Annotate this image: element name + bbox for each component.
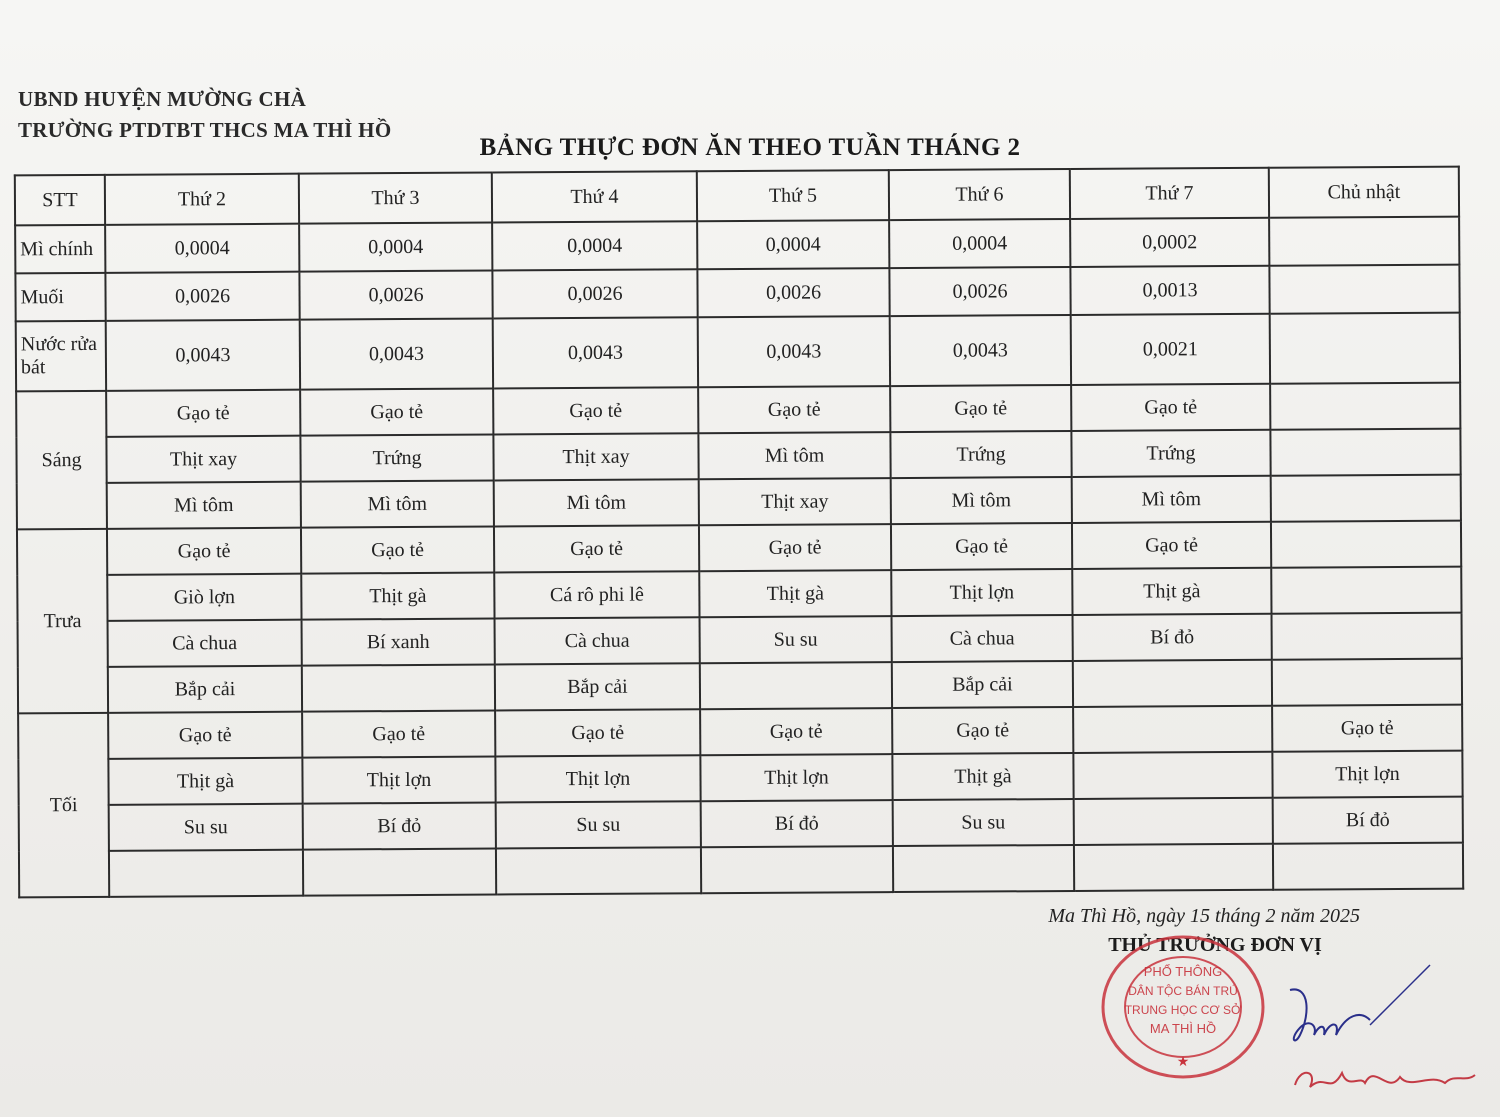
table-cell	[1073, 752, 1272, 799]
meal-label: Sáng	[16, 391, 107, 530]
table-cell: Su su	[893, 799, 1074, 846]
table-cell: 0,0026	[492, 269, 697, 318]
table-cell: 0,0004	[889, 219, 1070, 268]
table-cell: 0,0043	[106, 320, 300, 391]
table-cell	[1073, 706, 1272, 753]
table-cell: Gạo tẻ	[302, 710, 495, 757]
table-cell: Gạo tẻ	[300, 388, 493, 435]
meal-label: Trưa	[17, 529, 108, 714]
table-cell: Gạo tẻ	[107, 528, 301, 575]
table-cell: Gạo tẻ	[1071, 384, 1270, 431]
table-cell: 0,0013	[1070, 266, 1269, 315]
table-cell: Cà chua	[108, 620, 302, 667]
table-cell: Gạo tẻ	[108, 712, 302, 759]
table-cell: Gạo tẻ	[890, 385, 1071, 432]
table-cell: Thịt xay	[493, 433, 698, 480]
table-cell: 0,0043	[890, 315, 1071, 386]
table-cell	[1272, 613, 1462, 660]
svg-text:DÂN TỘC BÁN TRÚ: DÂN TỘC BÁN TRÚ	[1128, 984, 1238, 998]
column-header: Thứ 5	[697, 170, 889, 221]
table-cell: 0,0004	[697, 220, 889, 269]
table-header-row	[15, 167, 1459, 226]
table-cell	[893, 845, 1074, 892]
signer-role: THỦ TRƯỞNG ĐƠN VỊ	[1108, 934, 1322, 956]
table-cell: Gạo tẻ	[699, 524, 891, 571]
svg-text:MA THÌ HỒ: MA THÌ HỒ	[1149, 1021, 1217, 1036]
table-cell: Gạo tẻ	[891, 523, 1072, 570]
table-cell: Thịt gà	[1072, 568, 1271, 615]
official-seal-stamp	[1098, 932, 1268, 1082]
svg-text:TRUNG HỌC CƠ SỞ: TRUNG HỌC CƠ SỞ	[1124, 1003, 1242, 1017]
table-cell: Thịt xay	[106, 436, 300, 483]
document-title: BẢNG THỰC ĐƠN ĂN THEO TUẦN THÁNG 2	[479, 134, 1021, 161]
table-cell: Gạo tẻ	[494, 525, 699, 572]
table-cell	[1272, 659, 1462, 706]
table-cell: 0,0043	[300, 319, 493, 390]
table-row	[15, 217, 1459, 274]
table-cell: Cá rô phi lê	[494, 571, 699, 618]
table-cell: 0,0043	[493, 317, 698, 388]
table-cell: 0,0002	[1070, 218, 1269, 267]
table-cell: 0,0026	[697, 268, 889, 317]
table-cell: Gạo tẻ	[1072, 522, 1271, 569]
table-cell: Bắp cải	[892, 661, 1073, 708]
table-cell: Thịt lợn	[891, 569, 1072, 616]
table-cell: Thịt gà	[108, 758, 302, 805]
table-cell	[1270, 383, 1460, 430]
table-cell: Gạo tẻ	[892, 707, 1073, 754]
table-cell	[1270, 313, 1460, 384]
table-cell	[701, 846, 893, 893]
table-cell: Giò lợn	[107, 574, 301, 621]
table-cell	[1271, 567, 1461, 614]
authority-line-1: UBND HUYỆN MƯỜNG CHÀ	[18, 87, 307, 111]
authority-line-2: TRƯỜNG PTDTBT THCS MA THÌ HỒ	[18, 118, 392, 142]
row-label: Muối	[15, 273, 105, 322]
table-cell: Trứng	[300, 434, 493, 481]
table-cell: Mì tôm	[1072, 476, 1271, 523]
table-cell: Su su	[496, 801, 701, 848]
table-cell: Gạo tẻ	[106, 390, 300, 437]
table-cell: 0,0026	[889, 267, 1070, 316]
table-cell: 0,0004	[492, 221, 697, 270]
table-cell	[1271, 521, 1461, 568]
table-cell	[1073, 660, 1272, 707]
table-cell	[1074, 844, 1273, 891]
column-header: Thứ 6	[889, 169, 1070, 220]
column-header: Thứ 4	[492, 171, 697, 222]
table-cell: Bí xanh	[302, 618, 495, 665]
table-row	[16, 313, 1460, 392]
weekly-menu-table	[14, 166, 1464, 899]
table-cell: Gạo tẻ	[698, 386, 890, 433]
table-cell	[302, 664, 495, 711]
meal-label: Tối	[18, 713, 109, 898]
table-cell: Gạo tẻ	[700, 708, 892, 755]
table-cell: Thịt gà	[301, 572, 494, 619]
table-cell: Thịt lợn	[1272, 751, 1462, 798]
table-cell: 0,0004	[105, 224, 299, 273]
table-cell: Bắp cải	[108, 666, 302, 713]
table-cell	[1273, 843, 1463, 890]
table-cell: Bí đỏ	[303, 802, 496, 849]
date-line: Ma Thì Hồ, ngày 15 tháng 2 năm 2025	[1048, 905, 1360, 927]
table-cell: Thịt lợn	[700, 754, 892, 801]
table-cell: 0,0026	[105, 272, 299, 321]
table-cell: Su su	[109, 804, 303, 851]
table-cell: Mì tôm	[698, 432, 890, 479]
table-cell: Cà chua	[892, 615, 1073, 662]
table-cell: 0,0021	[1071, 314, 1270, 385]
table-cell: Thịt gà	[892, 753, 1073, 800]
table-cell	[1270, 429, 1460, 476]
table-cell	[1271, 475, 1461, 522]
table-cell: Bí đỏ	[701, 800, 893, 847]
table-cell: 0,0026	[299, 271, 492, 320]
column-header: Thứ 3	[299, 173, 492, 224]
table-cell	[1074, 798, 1273, 845]
table-cell	[496, 847, 701, 894]
column-header: Thứ 7	[1070, 168, 1269, 219]
row-label: Nước rửa bát	[16, 321, 106, 392]
svg-text:★: ★	[1176, 1053, 1190, 1069]
table-cell: Mì tôm	[494, 479, 699, 526]
table-cell: Bí đỏ	[1273, 797, 1463, 844]
table-cell: Bí đỏ	[1073, 614, 1272, 661]
table-cell	[303, 848, 496, 895]
table-cell: Thịt xay	[699, 478, 891, 525]
table-cell: Su su	[700, 616, 892, 663]
table-cell	[1269, 217, 1459, 266]
column-header: STT	[15, 175, 105, 226]
svg-text:PHỔ THÔNG: PHỔ THÔNG	[1143, 964, 1223, 979]
table-cell: Gạo tẻ	[301, 526, 494, 573]
table-cell: Trứng	[1071, 430, 1270, 477]
table-cell: 0,0043	[698, 316, 890, 387]
table-cell: Trứng	[890, 431, 1071, 478]
table-cell: Mì tôm	[301, 480, 494, 527]
table-cell: Thịt lợn	[302, 756, 495, 803]
table-cell: Thịt gà	[699, 570, 891, 617]
column-header: Chủ nhật	[1269, 167, 1459, 218]
table-cell: Gạo tẻ	[1272, 705, 1462, 752]
table-row	[19, 843, 1463, 898]
table-cell	[109, 850, 303, 897]
table-cell: 0,0004	[299, 223, 492, 272]
table-cell: Bắp cải	[495, 663, 700, 710]
handwritten-signature	[1270, 955, 1490, 1105]
table-cell: Gạo tẻ	[493, 387, 698, 434]
table-cell: Gạo tẻ	[495, 709, 700, 756]
table-cell: Mì tôm	[107, 482, 301, 529]
table-cell: Cà chua	[495, 617, 700, 664]
table-cell	[1269, 265, 1459, 314]
table-row	[15, 265, 1459, 322]
table-cell	[700, 662, 892, 709]
row-label: Mì chính	[15, 225, 105, 274]
column-header: Thứ 2	[105, 174, 299, 225]
table-cell: Thịt lợn	[495, 755, 700, 802]
table-cell: Mì tôm	[891, 477, 1072, 524]
